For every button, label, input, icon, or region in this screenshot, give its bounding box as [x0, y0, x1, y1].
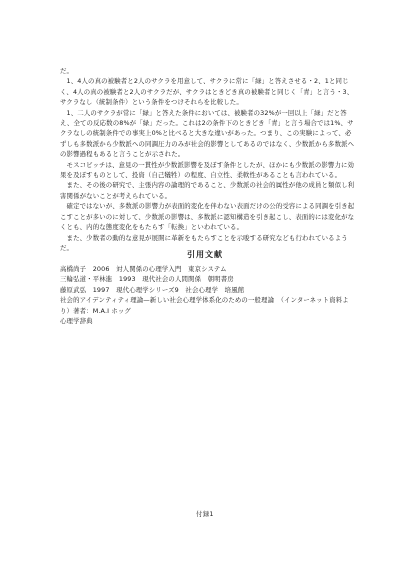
reference-item: 三輪弘道・平林進 1993 現代社会の人間関係 朝明書房 — [60, 275, 234, 284]
reference-item: 高橋尚子 2006 対人関係の心理学入門 東京システム — [60, 265, 227, 273]
references-list — [60, 264, 356, 326]
body-text — [60, 66, 356, 253]
paragraph: また、その後の研究で、主張内容の論理的であること、少数派の社会的属性が他の成員と類似し利害関係がないことが考えられている。 — [60, 181, 355, 200]
paragraph: モスコビッチは、意見の一貫性が少数派影響を及ぼす条件としたが、ほかにも少数派の影響力に効果を及ぼすものとして、投資（自己犠牲）の程度、自立性、柔軟性があることも言われている。 — [60, 160, 355, 180]
reference-item: 藤原武弘 1997 現代心理学シリーズ9 社会心理学 培風館 — [60, 285, 245, 294]
reference-item: 社会的アイデンティティ理論—新しい社会心理学体系化のための一般理論 （インターネット資料より）著者：M.A.I ホッグ — [60, 296, 349, 315]
paragraph: 1、二人のサクラが常に「緑」と答えた条件においては、被験者の32%が一回以上「緑」だと答え、全ての反応数の8%が「緑」だった。これは2の条件下のときどき「青」と言う場合では1%、サクラなしの統制条件での事実上0%と比べると大きな違いがあった。つまり、この実験によって、必ずしも多数派から少数派への同調圧力のみが社会的影響としてあるのではなく、少数派から多数派への影響過程もあると言うことが示された。 — [60, 108, 355, 159]
paragraph: また、少数者の動的な意見が展開に革新をもたらすことを示唆する研究なども行われているようだ。 — [60, 233, 348, 252]
paragraph: だ。 — [60, 67, 74, 75]
paragraph: 1、4人の真の被験者と2人のサクラを用意して、サクラに常に「緑」と答えさせる・2、1と同じく、4人の真の被験者と2人のサクラだが、サクラはときどき真の被験者と同じく「青」と言う・3、サクラなし（統制条件）という条件をつけそれらを比較した。 — [60, 77, 354, 107]
paragraph: 確定ではないが、多数派の影響力が表面的変化を伴わない表面だけの公的受容による同調を引き起こすことが多いのに対して、少数派の影響は、多数派に認知構造を引き起こし、表面的には変化がなくとも、内的な態度変化をもたらす「転換」といわれている。 — [60, 202, 355, 232]
page-footer-label: 付録1 — [196, 510, 214, 518]
reference-item: 心理学辞典 — [60, 317, 93, 326]
references-heading: 引用文献 — [187, 250, 223, 259]
